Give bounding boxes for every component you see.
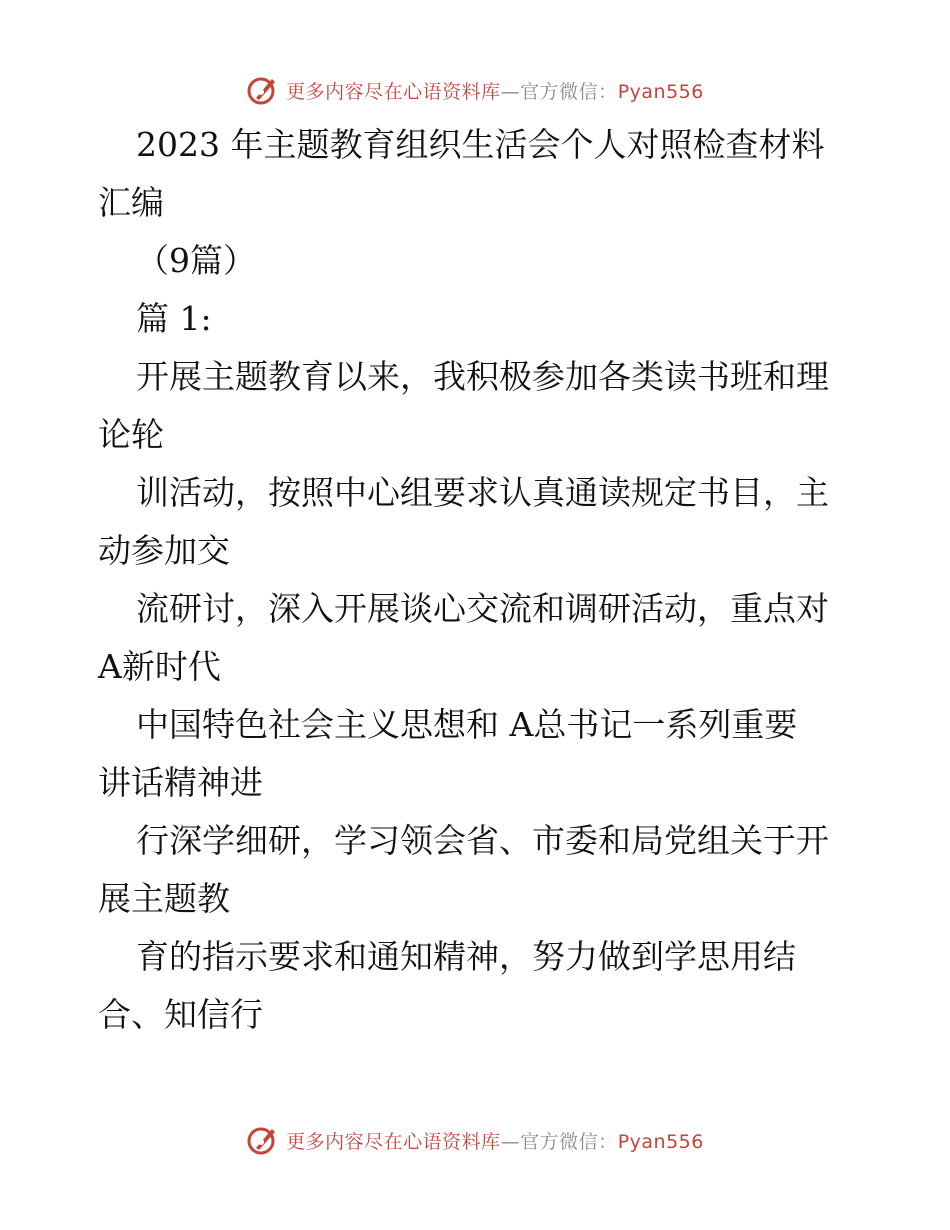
doc-title-line2: 汇编 [98, 183, 164, 222]
body-line: 育的指示要求和通知精神，努力做到学思用结 [136, 937, 796, 976]
body-line: 合、知信行 [98, 995, 263, 1034]
body-line: 行深学细研，学习领会省、市委和局党组关于开 [136, 821, 829, 860]
body-line: 展主题教 [98, 879, 230, 918]
pen-logo-icon [246, 1123, 280, 1157]
header-watermark [0, 70, 950, 110]
body-line: 训活动，按照中心组要求认真通读规定书目，主 [136, 473, 829, 512]
watermark-text: 更多内容尽在心语资料库—官方微信：Pyan556 [286, 1130, 704, 1153]
document-body [98, 116, 858, 1044]
body-line: 动参加交 [98, 531, 230, 570]
section-heading: 篇 1: [136, 299, 212, 338]
body-line: 中国特色社会主义思想和 A总书记一系列重要 [136, 705, 798, 744]
body-line: 讲话精神进 [98, 763, 263, 802]
watermark-text: 更多内容尽在心语资料库—官方微信：Pyan556 [286, 80, 704, 103]
footer-watermark [0, 1120, 950, 1160]
doc-title-line1: 2023 年主题教育组织生活会个人对照检查材料 [136, 125, 825, 164]
pen-logo-icon [246, 73, 280, 107]
body-line: 开展主题教育以来，我积极参加各类读书班和理 [136, 357, 829, 396]
body-line: A新时代 [98, 647, 221, 686]
doc-count: （9篇） [136, 241, 256, 280]
body-line: 流研讨，深入开展谈心交流和调研活动，重点对 [136, 589, 829, 628]
body-line: 论轮 [98, 415, 164, 454]
